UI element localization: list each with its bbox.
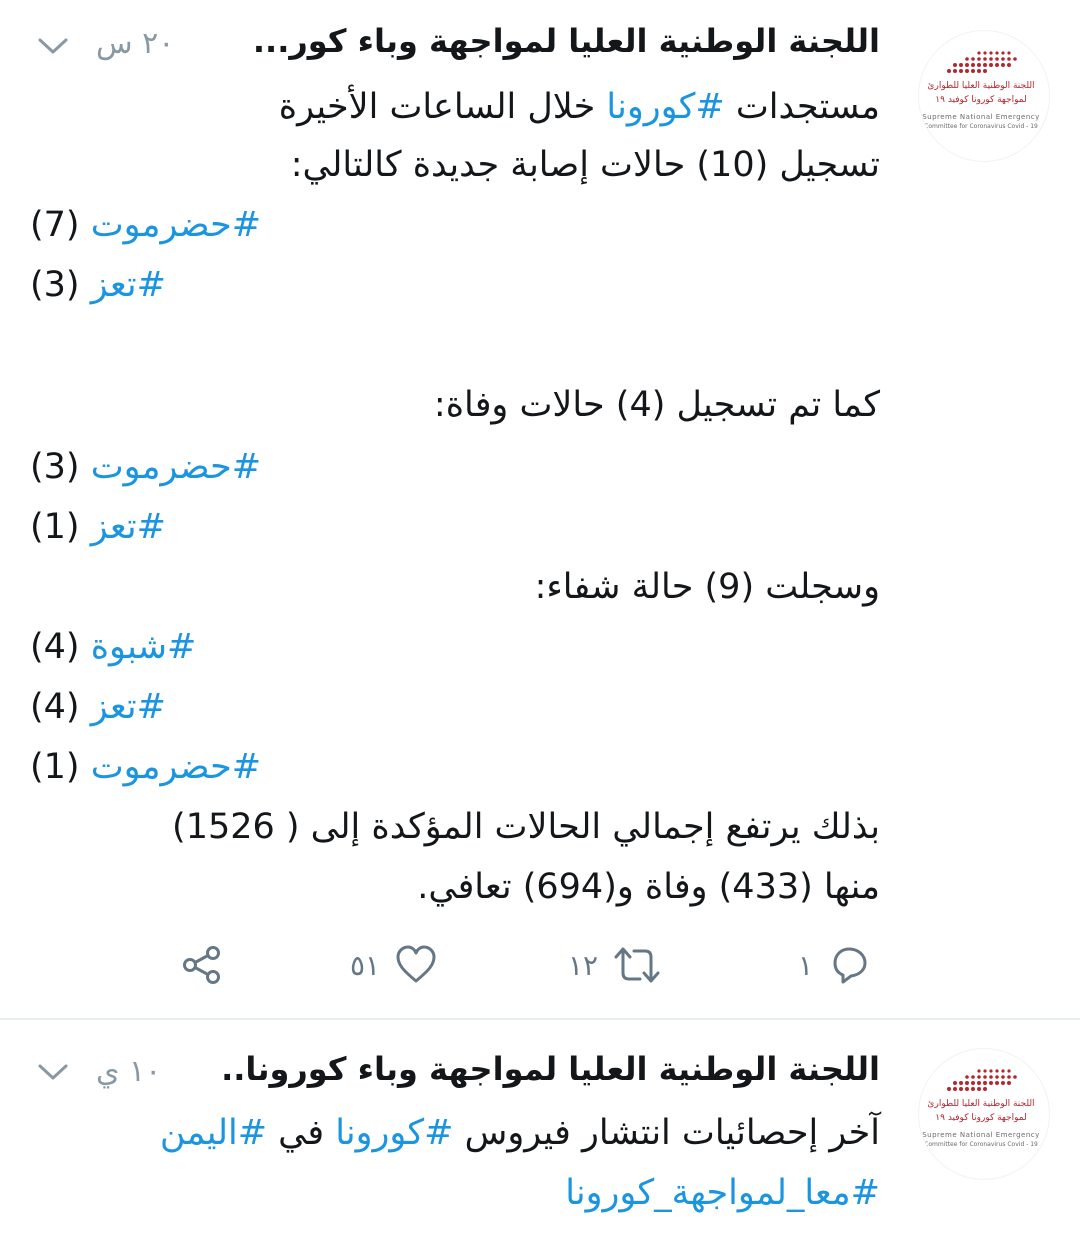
like-count: ٥١ [350, 948, 381, 982]
reply-button[interactable] [798, 940, 871, 990]
text: في [267, 1113, 336, 1153]
share-button[interactable] [180, 940, 224, 990]
author-name[interactable]: اللجنة الوطنية العليا لمواجهة وباء كور... [252, 22, 880, 60]
tweet-text-line [279, 84, 880, 130]
hashtag-link[interactable]: حضرموت# [90, 747, 262, 787]
reply-icon [827, 943, 871, 987]
case-count: (7) [30, 205, 80, 245]
author-name[interactable]: اللجنة الوطنية العليا لمواجهة وباء كورونا.. [221, 1050, 880, 1088]
chevron-down-icon[interactable] [36, 34, 70, 58]
share-icon [180, 943, 224, 987]
tweet-timestamp[interactable]: ١٠ ي [96, 1054, 162, 1089]
text: آخر إحصائيات انتشار فيروس [453, 1113, 880, 1153]
case-count: (4) [30, 687, 80, 727]
hashtag-link[interactable]: حضرموت# [90, 205, 262, 245]
hashtag-link[interactable]: #اليمن [159, 1113, 268, 1153]
hashtag-link[interactable]: تعز# [90, 507, 166, 547]
avatar-text-ar-2: لمواجهة كورونا كوفيد ١٩ [935, 1113, 1027, 1123]
tweet-text-line: كما تم تسجيل (4) حالات وفاة: [433, 385, 880, 425]
hashtag-link[interactable]: #كورونا [335, 1113, 454, 1153]
retweet-count: ١٢ [568, 948, 599, 982]
recovered-row [30, 624, 196, 670]
case-count: (3) [30, 265, 80, 305]
reply-count: ١ [798, 948, 814, 982]
case-count: (1) [30, 507, 80, 547]
avatar[interactable] [918, 30, 1050, 162]
tweet[interactable] [0, 1020, 1080, 1234]
tweet-text-line [565, 1170, 880, 1216]
hashtag-link[interactable]: شبوة# [90, 627, 197, 667]
avatar[interactable] [918, 1048, 1050, 1180]
new-case-row [30, 262, 166, 308]
avatar-text-ar: اللجنة الوطنية العليا للطوارئ [927, 1099, 1035, 1109]
committee-logo-icon [939, 49, 1029, 77]
recovered-row [30, 684, 166, 730]
hashtag-link[interactable]: حضرموت# [90, 447, 262, 487]
tweet-text-line: بذلك يرتفع إجمالي الحالات المؤكدة إلى ( 1526) [172, 807, 880, 847]
retweet-icon [612, 943, 662, 987]
tweet-text-line: تسجيل (10) حالات إصابة جديدة كالتالي: [290, 145, 880, 185]
case-count: (1) [30, 747, 80, 787]
chevron-down-icon[interactable] [36, 1060, 70, 1084]
death-row [30, 504, 166, 550]
retweet-button[interactable] [568, 940, 662, 990]
hashtag-link[interactable]: تعز# [90, 265, 166, 305]
hashtag-link[interactable]: #كورونا [606, 87, 725, 127]
hashtag-link[interactable]: #معا_لمواجهة_كورونا [565, 1173, 880, 1213]
text: مستجدات [724, 87, 880, 127]
recovered-row [30, 744, 261, 790]
tweet-text-line: وسجلت (9) حالة شفاء: [534, 567, 880, 607]
avatar-text-ar-2: لمواجهة كورونا كوفيد ١٩ [935, 95, 1027, 105]
like-button[interactable] [350, 940, 438, 990]
like-icon [394, 943, 438, 987]
avatar-text-en: Supreme National Emergency [922, 113, 1040, 121]
tweet-timestamp[interactable]: ٢٠ س [96, 26, 175, 61]
avatar-text-en: Supreme National Emergency [922, 1131, 1040, 1139]
committee-logo-icon [939, 1067, 1029, 1095]
tweet-text-line: منها (433) وفاة و(694) تعافي. [417, 867, 880, 907]
case-count: (4) [30, 627, 80, 667]
new-case-row [30, 202, 261, 248]
text: خلال الساعات الأخيرة [278, 87, 607, 127]
avatar-text-ar: اللجنة الوطنية العليا للطوارئ [927, 81, 1035, 91]
hashtag-link[interactable]: تعز# [90, 687, 166, 727]
case-count: (3) [30, 447, 80, 487]
tweet-text-line [160, 1110, 880, 1156]
death-row [30, 444, 261, 490]
avatar-text-en-2: Committee for Coronavirus Covid - 19 [924, 123, 1038, 130]
tweet-actions [0, 940, 1080, 990]
avatar-text-en-2: Committee for Coronavirus Covid - 19 [924, 1141, 1038, 1148]
